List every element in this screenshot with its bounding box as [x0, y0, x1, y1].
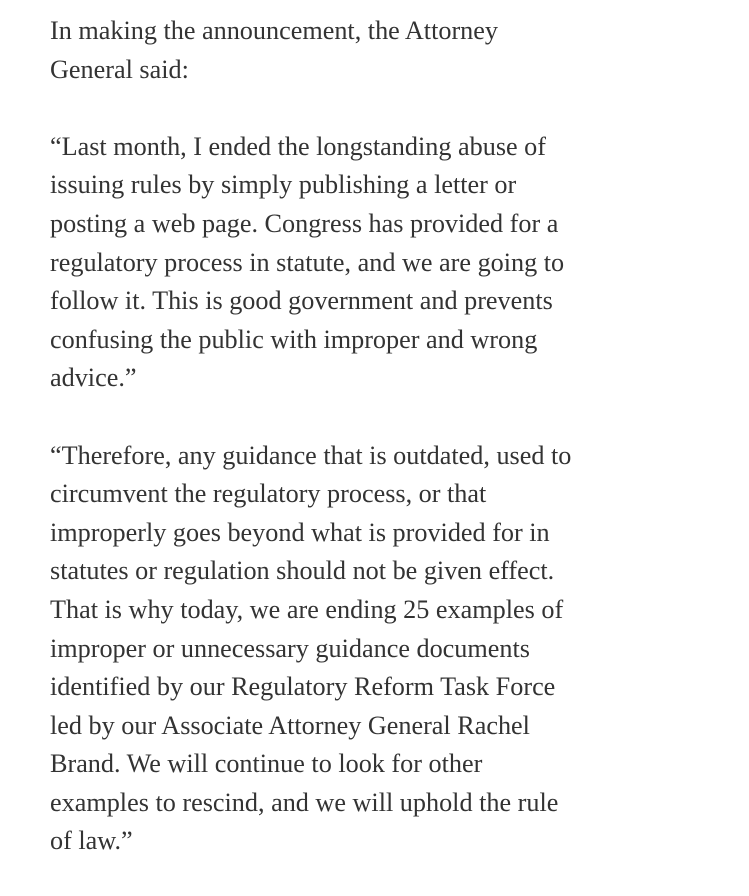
- text-line: issuing rules by simply publishing a letter or: [50, 170, 517, 200]
- text-line: Brand. We will continue to look for other: [50, 749, 483, 779]
- text-line: improper or unnecessary guidance documents: [50, 633, 530, 663]
- text-line: In making the announcement, the Attorney: [50, 16, 498, 45]
- text-line: General said:: [50, 54, 189, 84]
- intro-paragraph: [50, 12, 740, 89]
- text-line: led by our Associate Attorney General Rachel: [50, 710, 530, 740]
- text-line: follow it. This is good government and prevents: [50, 286, 553, 316]
- text-line: regulatory process in statute, and we are going to: [50, 247, 565, 277]
- text-line: circumvent the regulatory process, or that: [50, 479, 487, 509]
- article-body: [50, 12, 740, 861]
- text-line: improperly goes beyond what is provided for in: [50, 517, 550, 547]
- text-line: identified by our Regulatory Reform Task Force: [50, 672, 556, 702]
- text-line: confusing the public with improper and wrong: [50, 324, 538, 354]
- text-line: That is why today, we are ending 25 examples of: [50, 594, 564, 624]
- text-line: of law.”: [50, 826, 133, 856]
- text-line: posting a web page. Congress has provided for a: [50, 208, 559, 238]
- quote-paragraph-2: [50, 437, 740, 862]
- text-line: advice.”: [50, 363, 137, 393]
- text-line: “Therefore, any guidance that is outdated, used to: [50, 440, 572, 470]
- text-line: statutes or regulation should not be given effect.: [50, 556, 555, 586]
- quote-paragraph-1: [50, 128, 740, 398]
- text-line: “Last month, I ended the longstanding abuse of: [50, 131, 546, 161]
- text-line: examples to rescind, and we will uphold the rule: [50, 787, 559, 817]
